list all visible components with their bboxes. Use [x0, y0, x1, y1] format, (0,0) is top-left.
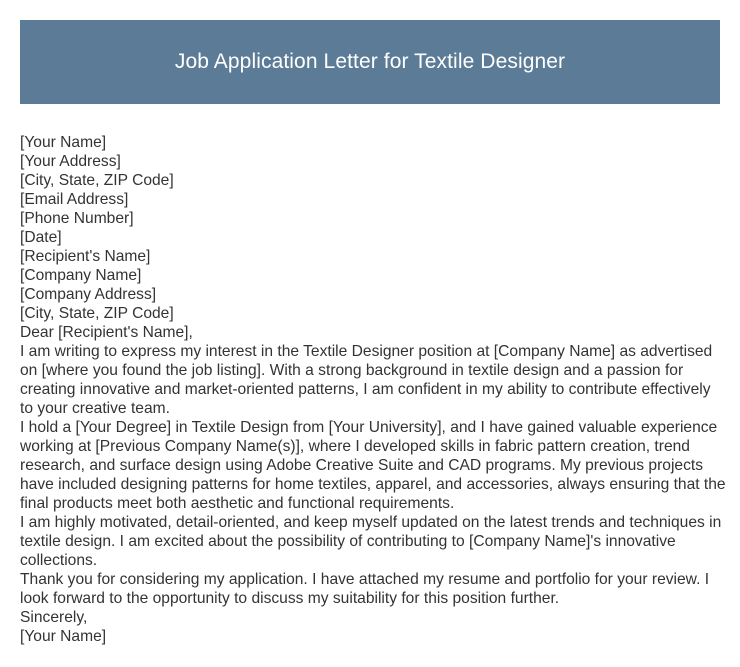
paragraph-intro: I am writing to express my interest in the Textile Designer position at [Company Name] as advertised on [where you found the job listing]. With a strong background in textile design and a passion for creating innovative and market-oriented patterns, I am confident in my ability to contribute effectively to your creative team.	[20, 343, 713, 417]
signature: [Your Name]	[20, 628, 107, 645]
recipient-name: [Recipient's Name]	[20, 248, 151, 265]
sender-phone: [Phone Number]	[20, 210, 134, 227]
recipient-company: [Company Name]	[20, 267, 142, 284]
sender-address: [Your Address]	[20, 153, 121, 170]
recipient-company-address: [Company Address]	[20, 286, 157, 303]
salutation: Dear [Recipient's Name],	[20, 324, 193, 341]
page-title: Job Application Letter for Textile Designer	[174, 50, 566, 73]
paragraph-thanks: Thank you for considering my application. I have attached my resume and portfolio for your review. I look forward to the opportunity to discuss my suitability for this position further.	[20, 571, 710, 607]
paragraph-experience: I hold a [Your Degree] in Textile Design from [Your University], and I have gained valuable experience working at [Previous Company Name(s)], where I developed skills in fabric pattern creation, trend research, and surface design using Adobe Creative Suite and CAD programs. My previous projects have included designing patterns for home textiles, apparel, and accessories, always ensuring that the final products meet both aesthetic and functional requirements.	[20, 419, 726, 512]
sender-email: [Email Address]	[20, 191, 129, 208]
letter-date: [Date]	[20, 229, 62, 246]
letter-body	[20, 133, 726, 646]
closing: Sincerely,	[20, 609, 88, 626]
sender-name: [Your Name]	[20, 134, 107, 151]
paragraph-motivation: I am highly motivated, detail-oriented, and keep myself updated on the latest trends and techniques in textile design. I am excited about the possibility of contributing to [Company Name]'s innovative collections.	[20, 514, 722, 569]
title-banner	[20, 20, 720, 104]
sender-city-state-zip: [City, State, ZIP Code]	[20, 172, 174, 189]
recipient-city-state-zip: [City, State, ZIP Code]	[20, 305, 174, 322]
